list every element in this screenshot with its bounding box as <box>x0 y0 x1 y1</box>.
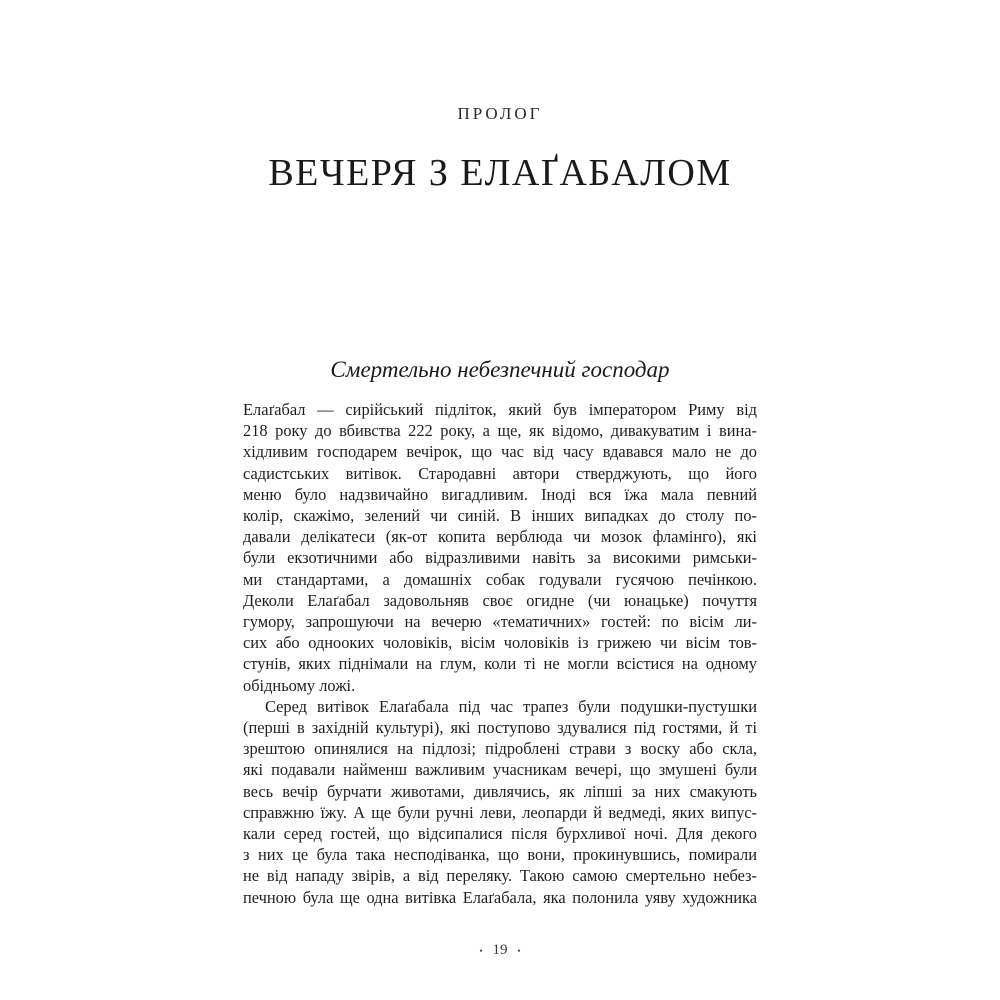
text-line: хідливим господарем вечірок, що час від часу вдавався мало не до <box>243 442 757 462</box>
chapter-title: ВЕЧЕРЯ З ЕЛАҐАБАЛОМ <box>268 152 732 194</box>
text-line: обідньому ложі. <box>243 675 356 695</box>
paragraph <box>243 399 757 696</box>
body-text <box>243 399 757 908</box>
text-line: справжню їжу. А ще були ручні леви, леопарди й ведмеді, яких випус- <box>243 802 757 822</box>
text-line: стунів, яких піднімали на глум, коли ті не могли всістися на одному <box>243 654 757 674</box>
chapter-kicker: ПРОЛОГ <box>457 104 543 123</box>
text-line: сих або однооких чоловіків, вісім чоловіків із грижею чи вісім тов- <box>243 633 757 653</box>
text-line: з них це була така несподіванка, що вони, прокинувшись, помирали <box>243 845 757 865</box>
text-line: весь вечір бурчати животами, дивлячись, як ліпші за них смакують <box>243 781 757 801</box>
text-line: Деколи Елаґабал задовольняв своє огидне (чи юнацьке) почуття <box>243 590 757 610</box>
text-line: ми стандартами, а домашніх собак годували гусячою печінкою. <box>243 569 757 589</box>
paragraph <box>243 696 757 908</box>
section-heading: Смертельно небезпечний господар <box>330 357 670 382</box>
text-line: печною була ще одна витівка Елаґабала, яка полонила уяву художника <box>243 887 757 907</box>
text-line: садистських витівок. Стародавні автори стверджують, що його <box>243 463 757 483</box>
footer-ornament-right: • <box>517 945 521 956</box>
text-line: Серед витівок Елаґабала під час трапез були подушки-пустушки <box>265 696 757 716</box>
text-line: (перші в західній культурі), які поступово здувалися під гостями, й ті <box>243 718 757 738</box>
text-line: кали серед гостей, що відсипалися після бурхливої ночі. Для декого <box>243 824 757 844</box>
text-line: були екзотичними або відразливими навіть за високими римськи- <box>243 548 757 568</box>
text-line: Елаґабал — сирійський підліток, який був імператором Риму від <box>243 400 757 419</box>
text-line: давали делікатеси (як-от копита верблюда чи мозок фламінго), які <box>243 527 757 547</box>
text-line: зрештою опинялися на підлозі; підроблені страви з воску або скла, <box>243 739 757 759</box>
page-footer <box>0 942 1000 959</box>
text-line: 218 року до вбивства 222 року, а ще, як відомо, дивакуватим і вина- <box>243 421 757 441</box>
text-line: гумору, запрошуючи на вечерю «тематичних» гостей: по вісім ли- <box>243 612 757 632</box>
page-number: 19 <box>492 942 508 958</box>
text-line: не від нападу звірів, а від переляку. Такою самою смертельно небез- <box>243 866 757 886</box>
text-line: які подавали найменш важливим учасникам вечері, що змушені були <box>243 760 757 780</box>
text-line: меню було надзвичайно вигадливим. Іноді вся їжа мала певний <box>243 484 757 504</box>
footer-ornament-left: • <box>479 945 483 956</box>
text-line: колір, скажімо, зелений чи синій. В інших випадках до столу по- <box>243 506 757 526</box>
